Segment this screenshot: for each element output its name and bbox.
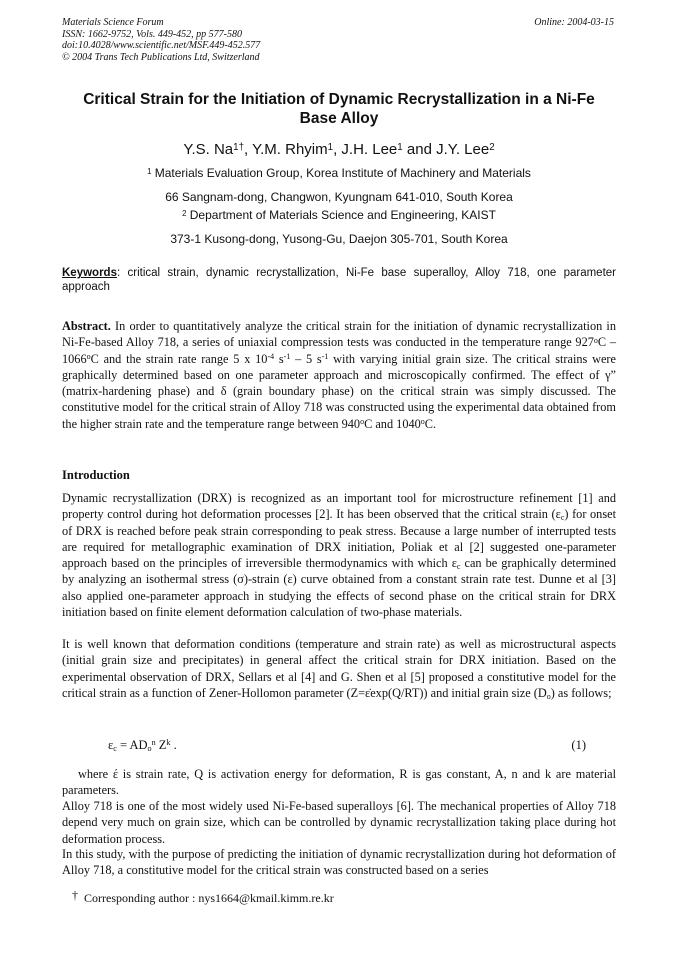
intro-paragraph-5: In this study, with the purpose of predicting the initiation of dynamic recrystallization during hot deformation of Alloy 718, a constitutive model for the critical strain was constructed based on a series (62, 847, 616, 878)
running-header (62, 17, 260, 63)
affiliation-1 (62, 166, 616, 180)
abstract-text: – 5 s (290, 351, 322, 366)
issn-line: ISSN: 1662-9752, Vols. 449-452, pp 577-580 (62, 28, 242, 40)
equation-body (108, 738, 177, 753)
copyright-line: © 2004 Trans Tech Publications Ltd, Switzerland (62, 51, 260, 63)
equation-text: = AD (116, 738, 148, 752)
subscript: c (456, 562, 461, 572)
superscript: n (151, 738, 156, 748)
equation-text: ε (108, 738, 114, 752)
paper-title (62, 90, 616, 128)
subscript: o (546, 691, 551, 701)
abstract-text: C and the strain rate range 5 x 10 (90, 351, 268, 366)
footnote-text: Corresponding author : nys1664@kmail.kimm.re.kr (84, 891, 334, 905)
footnote (72, 888, 334, 906)
degree-mark: o (86, 352, 91, 361)
abstract-text: s (274, 351, 284, 366)
affiliation-1-address: 66 Sangnam-dong, Changwon, Kyungnam 641-010, South Korea (165, 190, 513, 204)
abstract-text: C – 1066 (62, 335, 616, 366)
equation-text: . (170, 738, 177, 752)
exponent: -1 (321, 352, 329, 361)
footnote-mark: † (72, 888, 78, 902)
abstract-text: In order to quantitatively analyze the critical strain for the initiation of dynamic recrystallization in Ni-Fe-based Alloy 718, a series of uniaxial compression tests was conducted in the temperature range 927 (62, 319, 616, 350)
equation-1 (62, 738, 616, 756)
author-name: and J.Y. Lee (402, 141, 490, 158)
abstract-text: C and 1040 (364, 416, 421, 431)
intro-paragraph-3: where έ is strain rate, Q is activation energy for deformation, R is gas constant, A, n and k are material parameters. (62, 767, 616, 798)
author-affiliation-mark: 1 (327, 141, 334, 153)
subscript: o (147, 744, 152, 754)
degree-mark: o (360, 417, 365, 427)
equation-number: (1) (571, 738, 586, 752)
body-text: ) as follows; (550, 685, 612, 700)
author-name: , J.H. Lee (333, 141, 398, 158)
abstract-label: Abstract. (62, 319, 111, 333)
title-line-2: Base Alloy (299, 110, 379, 127)
degree-mark: o (420, 417, 425, 427)
intro-paragraph-4: Alloy 718 is one of the most widely used Ni-Fe-based superalloys [6]. The mechanical properties of Alloy 718 depend very much on grain size, which can be controlled by dynamic recrystallization taking place during hot deformation process. (62, 799, 616, 846)
exponent: -4 (267, 352, 275, 361)
author-affiliation-mark: 1† (233, 141, 244, 153)
online-date: Online: 2004-03-15 (534, 17, 614, 28)
keywords-text: : critical strain, dynamic recrystallization, Ni-Fe base superalloy, Alloy 718, one parameter approach (62, 267, 616, 293)
intro-paragraph-2 (62, 636, 616, 701)
keywords-label: Keywords (62, 267, 117, 279)
affiliation-mark: 2 (182, 208, 187, 218)
keywords (62, 266, 616, 294)
body-text: ) for onset of DRX is reached before peak strain corresponding to peak stress. Because a large number of interrupted tests are required for metallographic examination of DRX initiation, Poliak et al [2] suggested one-parameter approach based on the principles of irreversible thermodynamics with which ε (62, 507, 616, 571)
body-text: can be graphically determined by analyzing an isothermal stress (σ)-strain (ε) curve obtained from a constant strain rate test. Dunne et al [3] also applied one-parameter approach in studying the effects of second phase on the critical strain for DRX initiation based on finite element deformation calculation of two-phase materials. (62, 556, 617, 620)
subscript: c (113, 744, 117, 754)
superscript: k (166, 738, 171, 748)
author-name: Y.S. Na (183, 141, 234, 158)
affiliation-2 (62, 208, 616, 222)
degree-mark: o (593, 335, 598, 345)
body-text: Dynamic recrystallization (DRX) is recognized as an important tool for microstructure refinement [1] and property control during hot deformation processes [2]. It has been observed that the critical strain (ε (62, 491, 616, 522)
journal-name: Materials Science Forum (62, 17, 164, 28)
title-line-1: Critical Strain for the Initiation of Dynamic Recrystallization in a Ni-Fe (83, 91, 595, 108)
author-list (62, 140, 616, 160)
body-text: It is well known that deformation conditions (temperature and strain rate) as well as microstructural aspects (initial grain size and precipitates) in general affect the critical strain for DRX initiation. Based on the experimental observation of DRX, Sellars et al [4] and G. Shen et al [5] proposed a constitutive model for the critical strain as a function of Zener-Hollomon parameter (Z=ε̇exp(Q/RT)) and initial grain size (D (62, 637, 616, 700)
abstract-text: with varying initial grain size. The critical strains were graphically determined based on one parameter approach and microscopically confirmed. The effect of γ” (matrix-hardening phase) and δ (grain boundary phase) on the critical strain was simply discussed. The constitutive model for the critical strain of Alloy 718 was constructed using the experimental data obtained from the higher strain rate and the temperature range between 940 (62, 351, 616, 431)
equation-text: Z (155, 738, 167, 752)
author-affiliation-mark: 2 (489, 141, 495, 153)
exponent: -1 (283, 352, 291, 361)
affiliation-text: Department of Materials Science and Engineering, KAIST (186, 208, 496, 222)
affiliation-mark: 1 (147, 166, 152, 176)
affiliation-2-address: 373-1 Kusong-dong, Yusong-Gu, Daejon 305-701, South Korea (170, 232, 508, 246)
doi-line: doi:10.4028/www.scientific.net/MSF.449-452.577 (62, 40, 261, 52)
subscript: c (560, 513, 565, 523)
abstract (62, 318, 616, 432)
author-name: , Y.M. Rhyim (244, 141, 328, 158)
intro-paragraph-1 (62, 490, 616, 620)
section-heading-introduction: Introduction (62, 468, 130, 482)
author-affiliation-mark: 1 (397, 141, 403, 153)
affiliation-text: Materials Evaluation Group, Korea Institute of Machinery and Materials (151, 166, 531, 180)
abstract-text: C. (424, 416, 437, 431)
